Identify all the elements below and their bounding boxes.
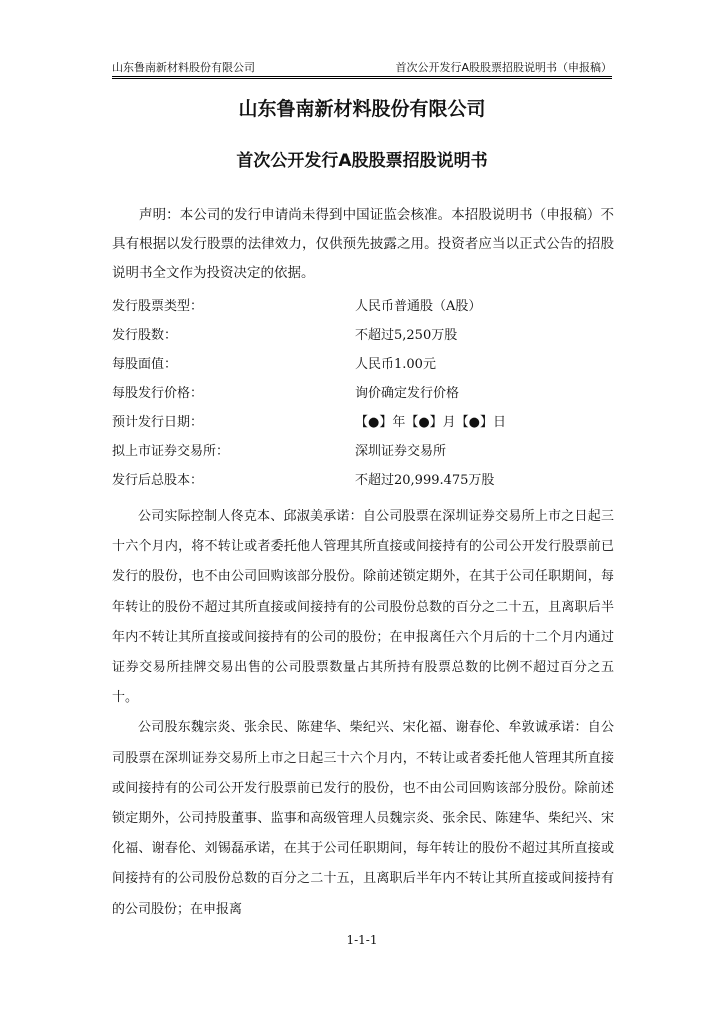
offering-row (112, 321, 614, 350)
header-company-name: 山东鲁南新材料股份有限公司 (112, 61, 255, 74)
offering-label: 拟上市证券交易所： (112, 444, 230, 459)
commitments-section (112, 502, 614, 925)
offering-info-table (112, 292, 614, 495)
offering-value: 人民币普通股（A股） (355, 299, 482, 314)
offering-label: 每股发行价格： (112, 386, 204, 401)
offering-label: 发行股数： (112, 328, 178, 343)
offering-row (112, 379, 614, 408)
company-title: 山东鲁南新材料股份有限公司 (238, 98, 486, 120)
declaration-paragraph: 声明：本公司的发行申请尚未得到中国证监会核准。本招股说明书（申报稿）不具有根据以发行股票的法律效力，仅供预先披露之用。投资者应当以正式公告的招股说明书全文作为投资决定的依据。 (112, 207, 614, 281)
document-title: 首次公开发行A股股票招股说明书 (236, 151, 488, 171)
offering-label: 每股面值： (112, 357, 178, 372)
page-number: 1-1-1 (346, 933, 378, 947)
offering-value: 人民币1.00元 (355, 357, 436, 372)
offering-value: 不超过20,999.475万股 (355, 473, 495, 488)
running-header (112, 58, 612, 76)
offering-row (112, 350, 614, 379)
offering-label: 发行股票类型： (112, 299, 204, 314)
offering-row (112, 437, 614, 466)
offering-value: 【●】年【●】月【●】日 (355, 415, 507, 430)
header-rule (112, 76, 612, 79)
offering-value: 深圳证券交易所 (355, 444, 447, 459)
shareholder-commitment-paragraph: 公司股东魏宗炎、张余民、陈建华、柴纪兴、宋化福、谢春伦、牟敦诚承诺：自公司股票在深圳证券交易所上市之日起三十六个月内，不转让或者委托他人管理其所直接或间接持有的公司公开发行股票前已发行的股份，也不由公司回购该部分股份。除前述锁定期外，公司持股董事、监事和高级管理人员魏宗炎、张余民、陈建华、柴纪兴、宋化福、谢春伦、刘锡磊承诺，在其于公司任职期间，每年转让的股份不超过其所直接或间接持有的公司股份总数的百分之二十五，且离职后半年内不转让其所直接或间接持有的公司股份；在申报离 (112, 720, 614, 917)
offering-row (112, 408, 614, 437)
offering-row (112, 466, 614, 495)
offering-value: 不超过5,250万股 (355, 328, 458, 343)
offering-label: 预计发行日期： (112, 415, 204, 430)
offering-value: 询价确定发行价格 (355, 386, 460, 401)
offering-row (112, 292, 614, 321)
controller-commitment-paragraph: 公司实际控制人佟克本、邱淑美承诺：自公司股票在深圳证券交易所上市之日起三十六个月内，将不转让或者委托他人管理其所直接或间接持有的公司公开发行股票前已发行的股份，也不由公司回购该部分股份。除前述锁定期外，在其于公司任职期间，每年转让的股份不超过其所直接或间接持有的公司股份总数的百分之二十五，且离职后半年内不转让其所直接或间接持有的公司的股份；在申报离任六个月后的十二个月内通过证券交易所挂牌交易出售的公司股票数量占其所持有股票总数的比例不超过百分之五十。 (112, 509, 614, 706)
offering-label: 发行后总股本： (112, 473, 204, 488)
header-document-name: 首次公开发行A股股票招股说明书（申报稿） (395, 61, 612, 74)
